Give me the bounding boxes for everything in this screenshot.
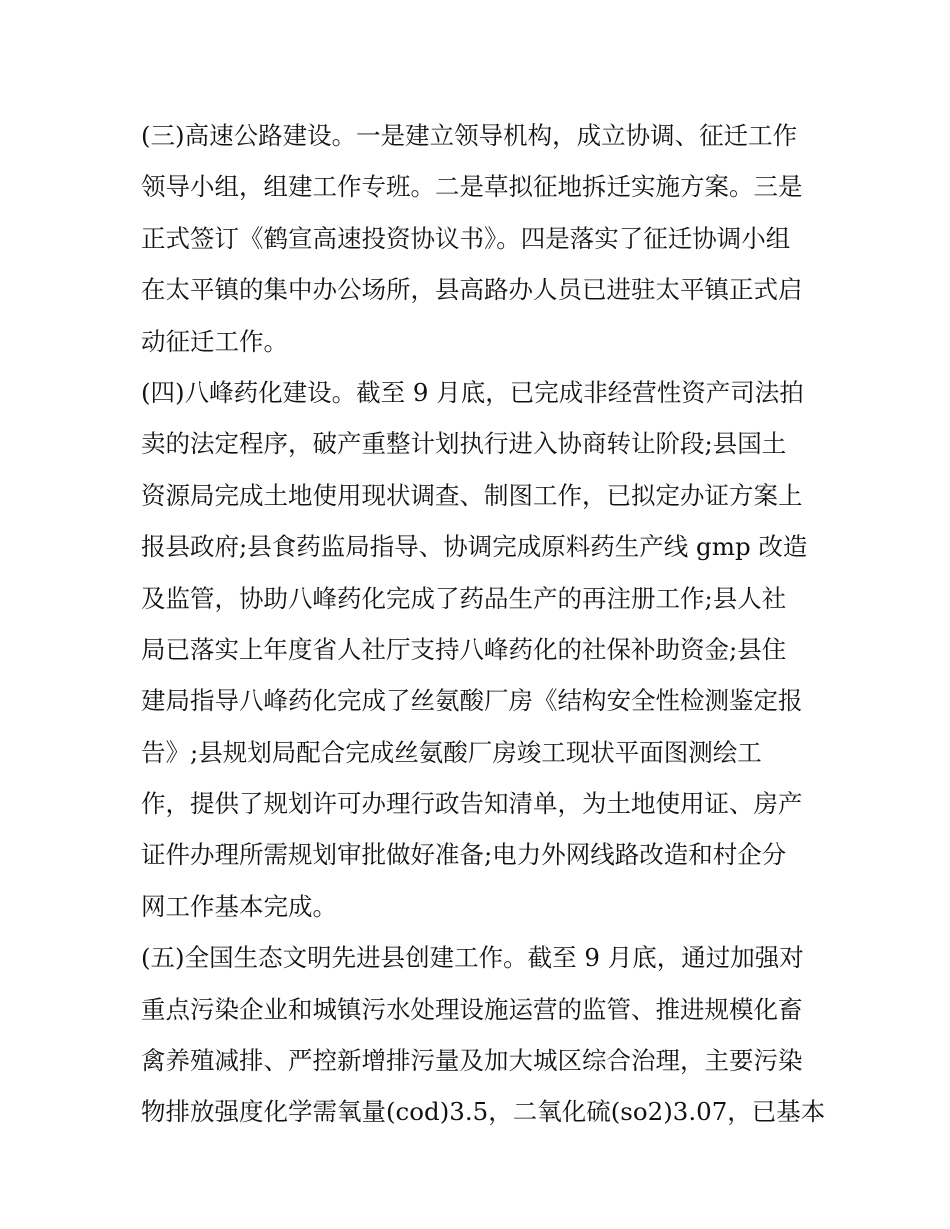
text-line: 卖的法定程序，破产重整计划执行进入协商转让阶段;县国土 xyxy=(141,429,787,459)
text-line: 报县政府;县食药监局指导、协调完成原料药生产线 gmp 改造 xyxy=(141,532,808,562)
text-line: 物排放强度化学需氧量(cod)3.5，二氧化硫(so2)3.07，已基本 xyxy=(141,1097,826,1127)
text-line: 领导小组，组建工作专班。二是草拟征地拆迁实施方案。三是 xyxy=(141,172,803,202)
text-line: 网工作基本完成。 xyxy=(141,891,337,921)
text-line: 证件办理所需规划审批做好准备;电力外网线路改造和村企分 xyxy=(141,840,787,870)
text-line: 在太平镇的集中办公场所，县高路办人员已进驻太平镇正式启 xyxy=(141,275,803,305)
text-line: 重点污染企业和城镇污水处理设施运营的监管、推进规模化畜 xyxy=(141,994,803,1024)
text-line: (五)全国生态文明先进县创建工作。截至 9 月底，通过加强对 xyxy=(141,943,804,973)
text-line: 正式签订《鹤宣高速投资协议书》。四是落实了征迁协调小组 xyxy=(141,223,791,253)
text-line: (三)高速公路建设。一是建立领导机构，成立协调、征迁工作 xyxy=(141,121,798,150)
text-line: 告》;县规划局配合完成丝氨酸厂房竣工现状平面图测绘工 xyxy=(141,737,762,767)
text-line: 禽养殖减排、严控新增排污量及加大城区综合治理，主要污染 xyxy=(141,1046,803,1076)
text-line: 建局指导八峰药化完成了丝氨酸厂房《结构安全性检测鉴定报 xyxy=(141,686,803,716)
text-line: 作，提供了规划许可办理行政告知清单，为土地使用证、房产 xyxy=(141,789,803,819)
document-body xyxy=(141,110,826,1138)
text-line: (四)八峰药化建设。截至 9 月底，已完成非经营性资产司法拍 xyxy=(141,377,804,407)
text-line: 动征迁工作。 xyxy=(141,326,288,356)
text-line: 及监管，协助八峰药化完成了药品生产的再注册工作;县人社 xyxy=(141,583,787,613)
text-line: 资源局完成土地使用现状调查、制图工作，已拟定办证方案上 xyxy=(141,480,803,510)
text-line: 局已落实上年度省人社厅支持八峰药化的社保补助资金;县住 xyxy=(141,634,787,664)
